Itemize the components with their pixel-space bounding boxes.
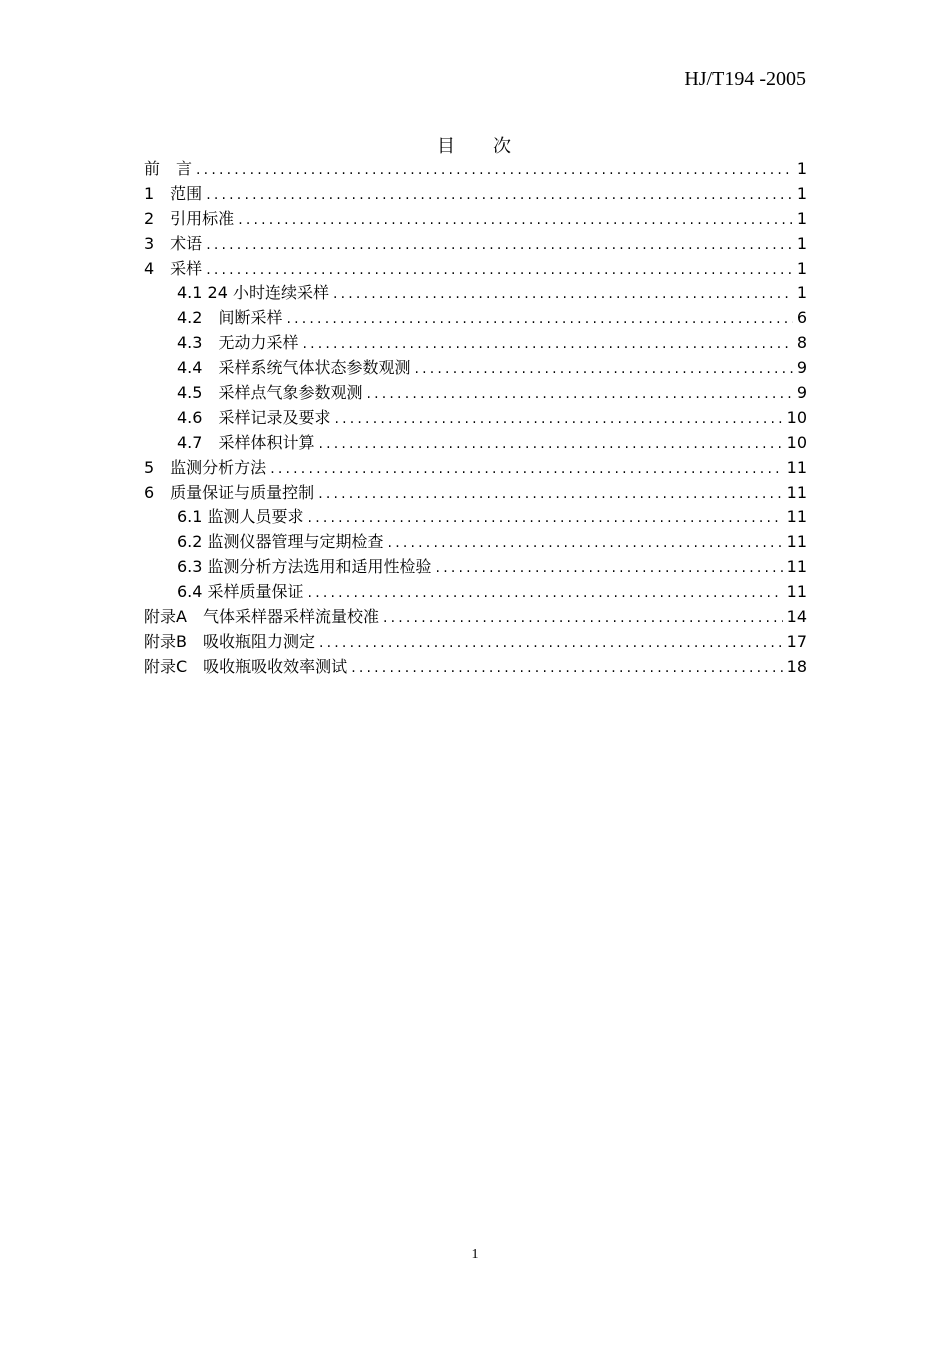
toc-entry[interactable] — [144, 580, 807, 605]
toc-entry-page: 10 — [786, 432, 807, 452]
toc-entry-page: 1 — [796, 258, 807, 278]
toc-dot-leader — [308, 581, 783, 606]
toc-dot-leader — [388, 531, 783, 556]
toc-dot-leader — [206, 258, 793, 283]
toc-entry-page: 6 — [796, 308, 807, 328]
toc-dot-leader — [206, 233, 793, 258]
toc-entry-page: 1 — [796, 283, 807, 303]
toc-entry-label: 6.4 采样质量保证 — [177, 582, 304, 602]
toc-entry-label: 3 术语 — [144, 233, 203, 253]
page-number: 1 — [471, 1247, 479, 1262]
standard-code: HJ/T194 -2005 — [684, 68, 806, 90]
toc-title — [0, 132, 950, 158]
toc-entry[interactable] — [144, 630, 807, 655]
toc-dot-leader — [334, 407, 782, 432]
toc-entry-label: 4.5 采样点气象参数观测 — [177, 383, 363, 403]
toc-entry-label: 4.7 采样体积计算 — [177, 432, 315, 452]
toc-entry-page: 11 — [786, 557, 807, 577]
toc-entry-page: 17 — [786, 631, 807, 651]
toc-entry-label: 4.4 采样系统气体状态参数观测 — [177, 358, 411, 378]
toc-entry-page: 1 — [796, 159, 807, 178]
toc-entry[interactable] — [144, 306, 807, 331]
toc-entry[interactable] — [144, 281, 807, 306]
toc-entry-label: 附录B 吸收瓶阻力测定 — [144, 631, 315, 651]
toc-entry-page: 8 — [796, 333, 807, 353]
toc-entry[interactable] — [144, 157, 807, 182]
toc-entry[interactable] — [144, 257, 807, 282]
toc-entry[interactable] — [144, 331, 807, 356]
toc-entry-label: 6.3 监测分析方法选用和适用性检验 — [177, 557, 432, 577]
toc-entry[interactable] — [144, 356, 807, 381]
toc-entry-label: 6.1 监测人员要求 — [177, 507, 304, 527]
toc-dot-leader — [270, 457, 782, 482]
toc-entry-label: 5 监测分析方法 — [144, 457, 267, 477]
toc-entry-label: 1 范围 — [144, 183, 203, 203]
toc-dot-leader — [302, 332, 792, 357]
toc-dot-leader — [436, 556, 783, 581]
toc-entry-page: 11 — [786, 507, 807, 527]
toc-entry-label: 前 言 — [144, 159, 193, 178]
toc-entry[interactable] — [144, 232, 807, 257]
toc-dot-leader — [414, 357, 792, 382]
toc-entry-label: 4.1 24 小时连续采样 — [177, 283, 329, 303]
toc-entry[interactable] — [144, 207, 807, 232]
toc-entry-label: 附录A 气体采样器采样流量校准 — [144, 607, 379, 627]
toc-entry-label: 6 质量保证与质量控制 — [144, 482, 315, 502]
toc-entry-page: 11 — [786, 582, 807, 602]
toc-entry-page: 14 — [786, 607, 807, 627]
toc-title-part1: 目 — [437, 136, 457, 157]
toc-dot-leader — [383, 606, 783, 631]
toc-entry[interactable] — [144, 406, 807, 431]
toc-dot-leader — [196, 158, 793, 183]
toc-entry-page: 18 — [786, 656, 807, 676]
toc-dot-leader — [319, 631, 783, 656]
toc-dot-leader — [286, 307, 792, 332]
toc-entry[interactable] — [144, 505, 807, 530]
toc-entry-page: 9 — [796, 358, 807, 378]
toc-dot-leader — [366, 382, 792, 407]
toc-entry[interactable] — [144, 530, 807, 555]
toc-entry-page: 10 — [786, 407, 807, 427]
toc-dot-leader — [333, 282, 793, 307]
toc-entry-page: 1 — [796, 233, 807, 253]
toc-entry-label: 4.6 采样记录及要求 — [177, 407, 331, 427]
table-of-contents — [144, 157, 807, 680]
toc-entry-page: 1 — [796, 183, 807, 203]
toc-entry-label: 6.2 监测仪器管理与定期检查 — [177, 532, 384, 552]
toc-entry-page: 1 — [796, 208, 807, 228]
toc-dot-leader — [206, 183, 793, 208]
toc-entry[interactable] — [144, 431, 807, 456]
toc-entry[interactable] — [144, 555, 807, 580]
toc-entry-label: 4.2 间断采样 — [177, 308, 283, 328]
toc-entry-label: 4.3 无动力采样 — [177, 333, 299, 353]
toc-entry[interactable] — [144, 456, 807, 481]
toc-dot-leader — [238, 208, 793, 233]
toc-entry[interactable] — [144, 655, 807, 680]
toc-entry[interactable] — [144, 605, 807, 630]
toc-entry[interactable] — [144, 381, 807, 406]
toc-dot-leader — [318, 432, 782, 457]
toc-entry[interactable] — [144, 182, 807, 207]
toc-dot-leader — [308, 506, 783, 531]
toc-dot-leader — [318, 482, 782, 507]
toc-dot-leader — [351, 656, 782, 681]
toc-title-part2: 次 — [493, 136, 513, 157]
toc-entry-page: 9 — [796, 383, 807, 403]
toc-entry-label: 2 引用标准 — [144, 208, 235, 228]
toc-entry-label: 附录C 吸收瓶吸收效率测试 — [144, 656, 348, 676]
toc-entry-page: 11 — [786, 457, 807, 477]
toc-entry-label: 4 采样 — [144, 258, 203, 278]
toc-entry-page: 11 — [786, 482, 807, 502]
toc-entry[interactable] — [144, 481, 807, 506]
toc-entry-page: 11 — [786, 532, 807, 552]
